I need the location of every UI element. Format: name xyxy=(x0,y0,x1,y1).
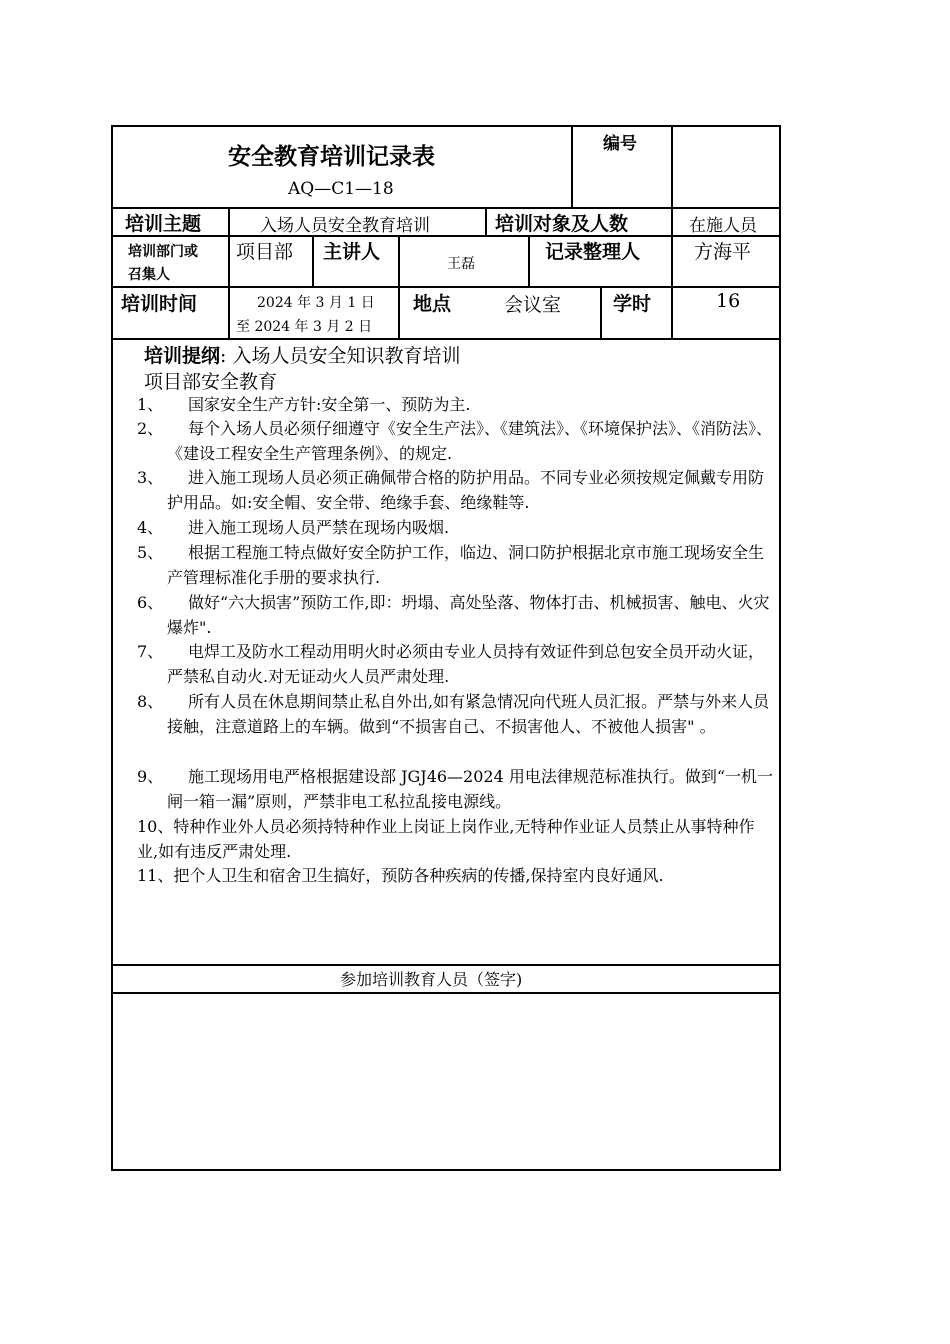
row-divider xyxy=(111,235,781,237)
col-divider xyxy=(398,286,400,339)
item-text: 11、把个人卫生和宿舍卫生搞好，预防各种疾病的传播,保持室内良好通风. xyxy=(137,866,664,885)
item-text: 进入施工现场人员严禁在现场内吸烟. xyxy=(188,518,450,537)
list-item xyxy=(137,416,775,466)
col-divider xyxy=(671,235,673,287)
outline-section: 项目部安全教育 xyxy=(144,371,278,393)
outline-colon: : xyxy=(220,345,227,367)
item-text: 国家安全生产方针:安全第一、预防为主. xyxy=(188,395,471,414)
col-divider xyxy=(600,286,602,339)
list-item xyxy=(137,392,775,417)
topic-label: 培训主题 xyxy=(125,213,202,235)
item-number: 9、 xyxy=(137,767,164,786)
row-divider xyxy=(111,286,781,288)
list-item xyxy=(137,465,775,515)
col-divider xyxy=(671,125,673,208)
item-number: 6、 xyxy=(137,593,164,612)
row-divider xyxy=(111,207,781,209)
recorder-label: 记录整理人 xyxy=(545,241,641,263)
col-divider xyxy=(571,125,573,208)
row-divider xyxy=(111,338,781,340)
time-start: 2024 年 3 月 1 日 xyxy=(257,295,375,311)
item-number: 4、 xyxy=(137,518,164,537)
speaker-label: 主讲人 xyxy=(323,241,381,263)
list-item xyxy=(137,515,775,540)
outline-heading xyxy=(144,341,460,368)
item-text: 每个入场人员必须仔细遵守《安全生产法》、《建筑法》、《环境保护法》、《消防法》、《建设工程安全生产管理条例》、的规定. xyxy=(167,419,773,463)
col-divider xyxy=(528,235,530,287)
hours-label: 学时 xyxy=(613,293,652,315)
form-title: 安全教育培训记录表 xyxy=(228,144,435,170)
item-number: 8、 xyxy=(137,692,164,711)
col-divider xyxy=(312,235,314,287)
col-divider xyxy=(485,207,487,236)
item-text: 电焊工及防水工程动用明火时必须由专业人员持有效证件到总包安全员开动火证，严禁私自动火.对无证动火人员严肃处理. xyxy=(167,642,765,686)
outline-label: 培训提纲 xyxy=(144,345,221,367)
form-code: AQ—C1—18 xyxy=(288,179,394,199)
list-item xyxy=(137,540,775,590)
col-divider xyxy=(228,207,230,339)
list-item xyxy=(137,689,775,739)
signature-label: 参加培训教育人员（签字) xyxy=(340,970,523,989)
col-divider xyxy=(671,286,673,339)
outline-subject: 入场人员安全知识教育培训 xyxy=(232,345,461,367)
dept-value: 项目部 xyxy=(236,241,294,263)
item-text: 所有人员在休息期间禁止私自外出,如有紧急情况向代班人员汇报。严禁与外来人员接触，注意道路上的车辆。做到“不损害自己、不损害他人、不被他人损害" 。 xyxy=(167,692,770,736)
number-label: 编号 xyxy=(603,134,637,154)
signature-area[interactable] xyxy=(113,994,779,1169)
target-label: 培训对象及人数 xyxy=(495,213,629,235)
list-item xyxy=(137,639,775,689)
topic-value: 入场人员安全教育培训 xyxy=(260,216,430,236)
list-item xyxy=(137,814,775,864)
item-text: 施工现场用电严格根据建设部 JGJ46—2024 用电法律规范标准执行。做到“一机一闸一箱一漏”原则，严禁非电工私拉乱接电源线。 xyxy=(167,767,774,811)
list-item xyxy=(137,764,775,814)
col-divider xyxy=(398,235,400,287)
item-text: 10、特种作业外人员必须持特种作业上岗证上岗作业,无特种作业证人员禁止从事特种作业,如有违反严肃处理. xyxy=(137,817,755,861)
speaker-value: 王磊 xyxy=(447,256,475,272)
target-value: 在施人员 xyxy=(689,216,757,236)
dept-label-line2: 召集人 xyxy=(128,267,170,283)
row-divider xyxy=(111,964,781,966)
item-number: 7、 xyxy=(137,642,164,661)
item-text: 进入施工现场人员必须正确佩带合格的防护用品。不同专业必须按规定佩戴专用防护用品。如:安全帽、安全带、绝缘手套、绝缘鞋等. xyxy=(167,468,765,512)
dept-label-line1: 培训部门或 xyxy=(128,244,198,260)
time-label: 培训时间 xyxy=(121,293,198,315)
item-number: 2、 xyxy=(137,419,164,438)
item-number: 1、 xyxy=(137,395,164,414)
item-text: 做好“六大损害”预防工作,即：坍塌、高处坠落、物体打击、机械损害、触电、火灾爆炸". xyxy=(167,593,770,637)
recorder-value: 方海平 xyxy=(694,241,752,263)
col-divider xyxy=(671,207,673,236)
item-text: 根据工程施工特点做好安全防护工作，临边、洞口防护根据北京市施工现场安全生产管理标准化手册的要求执行. xyxy=(167,543,765,587)
list-item xyxy=(137,863,775,888)
item-number: 5、 xyxy=(137,543,164,562)
item-number: 3、 xyxy=(137,468,164,487)
hours-value: 16 xyxy=(716,290,741,312)
list-item xyxy=(137,590,775,640)
place-label: 地点 xyxy=(413,293,452,315)
place-value: 会议室 xyxy=(504,294,562,316)
time-end: 至 2024 年 3 月 2 日 xyxy=(236,319,373,335)
